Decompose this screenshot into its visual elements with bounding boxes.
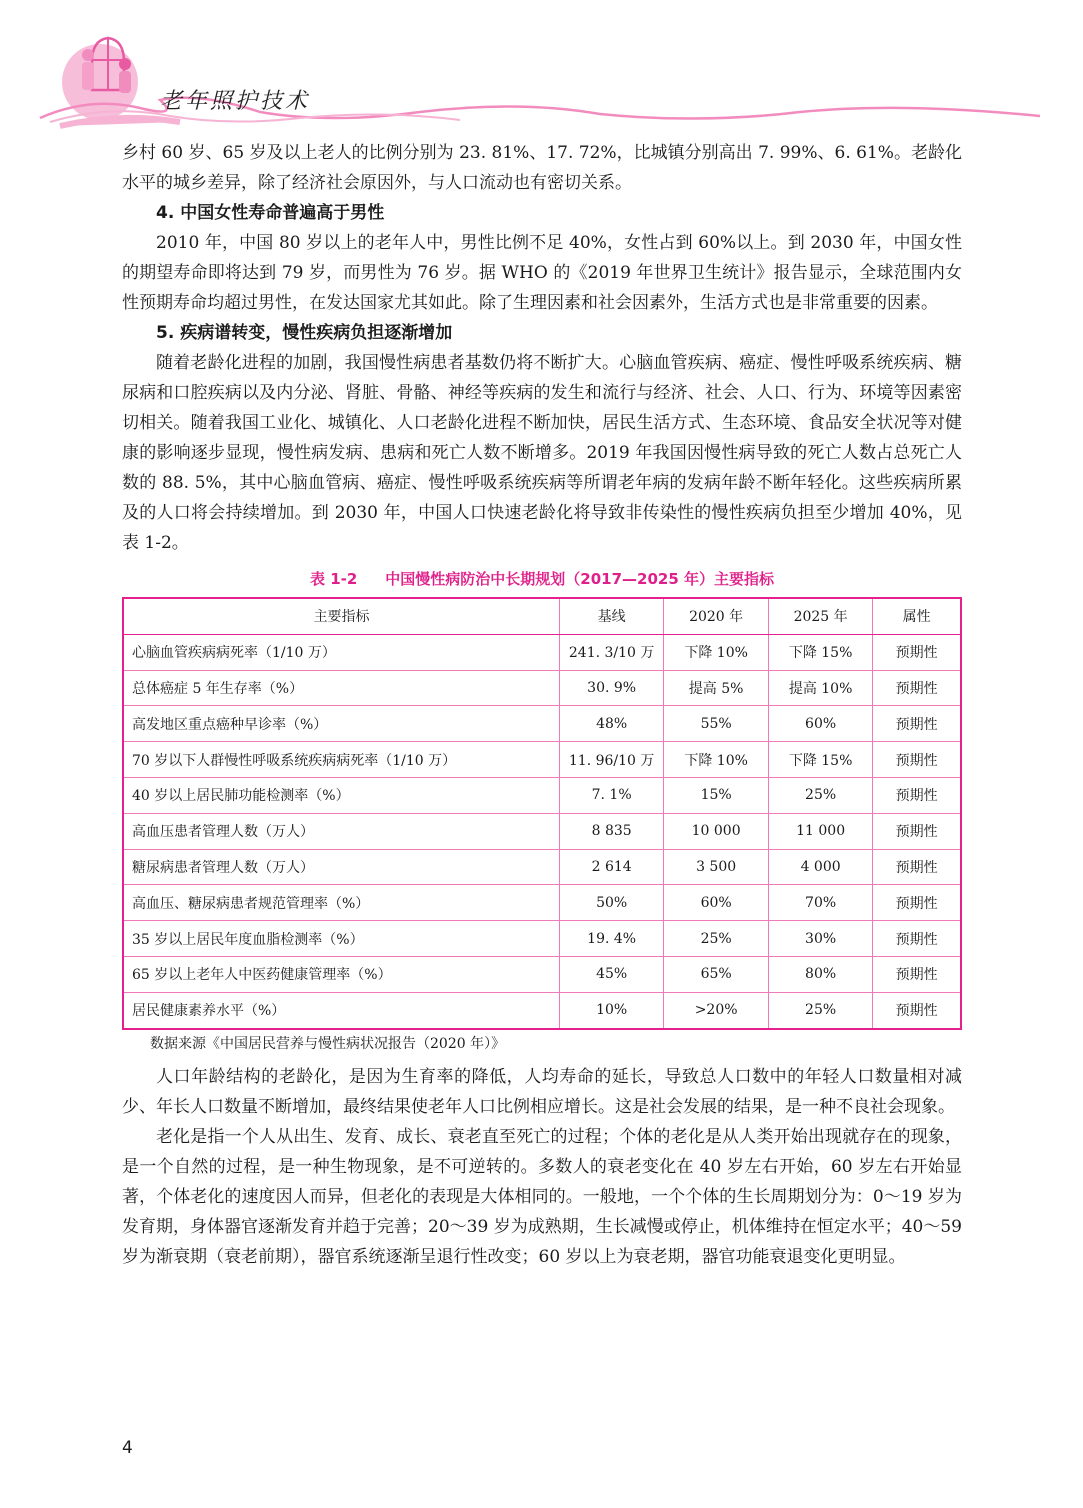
paragraph: 2010 年，中国 80 岁以上的老年人中，男性比例不足 40%，女性占到 60%以上。到 2030 年，中国女性的期望寿命即将达到 79 岁，而男性为 76 岁。据 WHO 的《2019 年世界卫生统计》报告显示，全球范围内女性预期寿命均超过男性，在发达国家尤其如此。除了生理因素和社会因素外，生活方式也是非常重要的因素。 <box>122 233 962 313</box>
table-cell: 10 000 <box>664 813 768 849</box>
table-cell: 60% <box>768 706 872 742</box>
table-row <box>123 813 961 849</box>
table-row <box>123 992 961 1028</box>
table-cell: 下降 15% <box>768 634 872 670</box>
table-cell: 预期性 <box>873 777 961 813</box>
table-cell: 高血压、糖尿病患者规范管理率（%） <box>123 885 559 921</box>
table-cell: 心脑血管疾病病死率（1/10 万） <box>123 634 559 670</box>
table-cell: 预期性 <box>873 885 961 921</box>
table-row <box>123 670 961 706</box>
header-decoration-icon <box>0 0 1083 140</box>
table-cell: 40 岁以上居民肺功能检测率（%） <box>123 777 559 813</box>
indicator-table <box>122 597 962 1030</box>
table-cell: 预期性 <box>873 670 961 706</box>
section-heading-5: 5. 疾病谱转变，慢性疾病负担逐渐增加 <box>156 323 453 343</box>
paragraph: 老化是指一个人从出生、发育、成长、衰老直至死亡的过程；个体的老化是从人类开始出现就存在的现象，是一个自然的过程，是一种生物现象，是不可逆转的。多数人的衰老变化在 40 岁左右开始，60 岁左右开始显著，个体老化的速度因人而异，但老化的表现是大体相同的。一般地，一个个体的生长周期划分为：0～19 岁为发育期，身体器官逐渐发育并趋于完善；20～39 岁为成熟期，生长减慢或停止，机体维持在恒定水平；40～59 岁为渐衰期（衰老前期），器官系统逐渐呈退行性改变；60 岁以上为衰老期，器官功能衰退变化更明显。 <box>122 1126 962 1267</box>
table-cell: 预期性 <box>873 813 961 849</box>
table-cell: 65% <box>664 956 768 992</box>
table-cell: 2 614 <box>559 849 663 885</box>
table-cell: 55% <box>664 706 768 742</box>
table-row <box>123 777 961 813</box>
table-cell: 下降 10% <box>664 634 768 670</box>
table-cell: 11. 96/10 万 <box>559 742 663 778</box>
table-cell: 25% <box>664 921 768 957</box>
table-cell: 4 000 <box>768 849 872 885</box>
table-cell: 糖尿病患者管理人数（万人） <box>123 849 559 885</box>
section-heading-4: 4. 中国女性寿命普遍高于男性 <box>156 203 385 223</box>
table-cell: 70 岁以下人群慢性呼吸系统疾病病死率（1/10 万） <box>123 742 559 778</box>
table-row <box>123 634 961 670</box>
table-row <box>123 742 961 778</box>
table-cell: 预期性 <box>873 849 961 885</box>
table-cell: 高发地区重点癌种早诊率（%） <box>123 706 559 742</box>
table-cell: 8 835 <box>559 813 663 849</box>
page-number: 4 <box>122 1438 133 1458</box>
table-cell: 提高 10% <box>768 670 872 706</box>
table-cell: 预期性 <box>873 921 961 957</box>
table-row <box>123 921 961 957</box>
page-content <box>122 138 962 1272</box>
table-cell: 48% <box>559 706 663 742</box>
table-header-row <box>123 598 961 634</box>
column-header: 基线 <box>559 598 663 634</box>
table-cell: 241. 3/10 万 <box>559 634 663 670</box>
table-cell: 45% <box>559 956 663 992</box>
column-header: 2020 年 <box>664 598 768 634</box>
table-cell: 提高 5% <box>664 670 768 706</box>
paragraph: 人口年龄结构的老龄化，是因为生育率的降低，人均寿命的延长，导致总人口数中的年轻人口数量相对减少、年长人口数量不断增加，最终结果使老年人口比例相应增长。这是社会发展的结果，是一种不良社会现象。 <box>122 1066 962 1117</box>
table-row <box>123 885 961 921</box>
table-cell: 高血压患者管理人数（万人） <box>123 813 559 849</box>
table-cell: 预期性 <box>873 992 961 1028</box>
table-cell: 预期性 <box>873 706 961 742</box>
table-cell: 25% <box>768 777 872 813</box>
table-row <box>123 706 961 742</box>
table-cell: 预期性 <box>873 742 961 778</box>
column-header: 主要指标 <box>123 598 559 634</box>
book-title: 老年照护技术 <box>160 89 311 114</box>
table-title: 中国慢性病防治中长期规划（2017—2025 年）主要指标 <box>385 570 775 588</box>
paragraph: 随着老龄化进程的加剧，我国慢性病患者基数仍将不断扩大。心脑血管疾病、癌症、慢性呼吸系统疾病、糖尿病和口腔疾病以及内分泌、肾脏、骨骼、神经等疾病的发生和流行与经济、社会、人口、行为、环境等因素密切相关。随着我国工业化、城镇化、人口老龄化进程不断加快，居民生活方式、生态环境、食品安全状况等对健康的影响逐步显现，慢性病发病、患病和死亡人数不断增多。2019 年我国因慢性病导致的死亡人数占总死亡人数的 88. 5%，其中心脑血管病、癌症、慢性呼吸系统疾病等所谓老年病的发病年龄不断年轻化。这些疾病所累及的人口将会持续增加。到 2030 年，中国人口快速老龄化将导致非传染性的慢性疾病负担至少增加 40%，见表 1-2。 <box>122 353 962 553</box>
table-cell: 15% <box>664 777 768 813</box>
table-cell: >20% <box>664 992 768 1028</box>
table-cell: 25% <box>768 992 872 1028</box>
table-number: 表 1-2 <box>309 570 358 588</box>
table-cell: 3 500 <box>664 849 768 885</box>
column-header: 属性 <box>873 598 961 634</box>
table-cell: 预期性 <box>873 634 961 670</box>
table-cell: 下降 10% <box>664 742 768 778</box>
table-cell: 预期性 <box>873 956 961 992</box>
table-cell: 居民健康素养水平（%） <box>123 992 559 1028</box>
table-cell: 30% <box>768 921 872 957</box>
table-cell: 19. 4% <box>559 921 663 957</box>
table-cell: 10% <box>559 992 663 1028</box>
table-cell: 35 岁以上居民年度血脂检测率（%） <box>123 921 559 957</box>
table-cell: 总体癌症 5 年生存率（%） <box>123 670 559 706</box>
table-cell: 30. 9% <box>559 670 663 706</box>
table-cell: 11 000 <box>768 813 872 849</box>
table-cell: 80% <box>768 956 872 992</box>
table-cell: 下降 15% <box>768 742 872 778</box>
table-cell: 70% <box>768 885 872 921</box>
table-cell: 60% <box>664 885 768 921</box>
table-cell: 7. 1% <box>559 777 663 813</box>
column-header: 2025 年 <box>768 598 872 634</box>
table-row <box>123 956 961 992</box>
table-caption <box>122 568 962 589</box>
paragraph: 乡村 60 岁、65 岁及以上老人的比例分别为 23. 81%、17. 72%，比城镇分别高出 7. 99%、6. 61%。老龄化水平的城乡差异，除了经济社会原因外，与人口流动也有密切关系。 <box>122 143 962 193</box>
table-source: 数据来源《中国居民营养与慢性病状况报告（2020 年）》 <box>150 1035 506 1052</box>
table-cell: 65 岁以上老年人中医药健康管理率（%） <box>123 956 559 992</box>
table-cell: 50% <box>559 885 663 921</box>
table-row <box>123 849 961 885</box>
page-header <box>0 0 1083 140</box>
